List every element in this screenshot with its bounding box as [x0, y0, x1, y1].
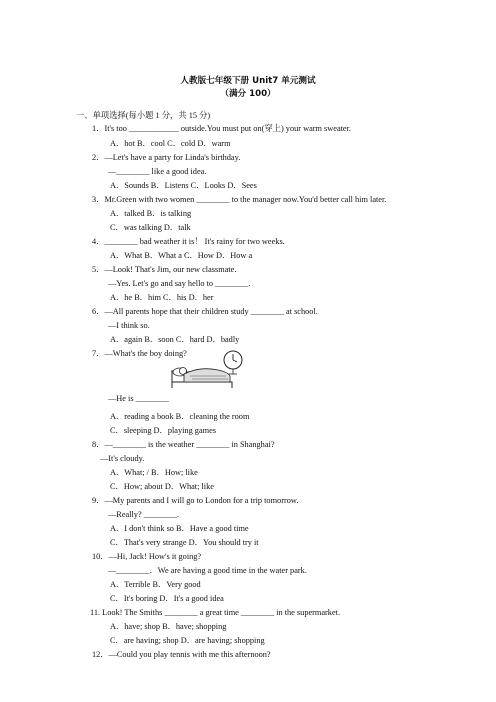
boy-sleeping-illustration: [170, 350, 246, 390]
question-line: A．I don't think so B．Have a good time: [110, 524, 249, 533]
question-line: C．are having; shop D．are having; shopping: [110, 636, 265, 645]
question-line: —________．We are having a good time in the water park.: [108, 566, 307, 575]
document-title: 人教版七年级下册 Unit7 单元测试: [180, 76, 316, 86]
question-line: 9．—My parents and I will go to London for a trip tomorrow.: [92, 496, 299, 505]
question-line: 3．Mr.Green with two women ________ to the manager now.You'd better call him later.: [92, 195, 387, 204]
question-line: C．That's very strange D．You should try it: [110, 538, 259, 547]
question-line: C．sleeping D．playing games: [110, 426, 217, 435]
question-line: C．was talking D．talk: [110, 223, 191, 232]
question-line: 5．—Look! That's Jim, our new classmate.: [92, 265, 237, 274]
question-line: —It's cloudy.: [100, 454, 145, 463]
question-line: A．What; / B．How; like: [110, 468, 198, 477]
question-line: 11. Look! The Smiths ________ a great time ________ in the supermarket.: [90, 608, 341, 617]
question-line: A．again B．soon C．hard D．badly: [110, 335, 240, 344]
section-heading: 一、单项选择(每小题 1 分，共 15 分): [76, 111, 211, 120]
question-line: —Yes. Let's go and say hello to ________.: [108, 279, 251, 288]
question-line: —Really? ________.: [108, 510, 179, 519]
question-line: A．Terrible B．Very good: [110, 580, 201, 589]
question-line: 1．It's too ____________ outside.You must put on(穿上) your warm sweater.: [92, 124, 351, 133]
question-line: —________ like a good idea.: [108, 167, 207, 176]
question-line: A．he B．him C．his D．her: [110, 293, 214, 302]
question-line: —He is ________: [108, 394, 169, 403]
document-subtitle: （满分 100）: [220, 89, 276, 99]
question-line: 8．—________ is the weather ________ in Shanghai?: [92, 440, 275, 449]
question-line: A．talked B．is talking: [110, 209, 192, 218]
question-line: A．have; shop B．have; shopping: [110, 622, 227, 631]
question-line: A．hot B．cool C．cold D．warm: [110, 139, 231, 148]
question-line: —I think so.: [108, 321, 150, 330]
question-line: 2．—Let's have a party for Linda's birthday.: [92, 153, 241, 162]
question-line: C．It's boring D．It's a good idea: [110, 594, 224, 603]
question-line: C．How; about D．What; like: [110, 482, 214, 491]
question-line: 12．—Could you play tennis with me this afternoon?: [92, 650, 271, 659]
question-line: A．reading a book B．cleaning the room: [110, 412, 250, 421]
question-line: A．Sounds B．Listens C．Looks D．Sees: [110, 181, 257, 190]
question-line: A．What B．What a C．How D．How a: [110, 251, 253, 260]
question-line: 10．—Hi, Jack! How's it going?: [92, 552, 202, 561]
question-line: 7．—What's the boy doing?: [92, 349, 187, 358]
question-line: 4．________ bad weather it is！ It's rainy for two weeks.: [92, 237, 285, 246]
question-line: 6．—All parents hope that their children study ________ at school.: [92, 307, 318, 316]
